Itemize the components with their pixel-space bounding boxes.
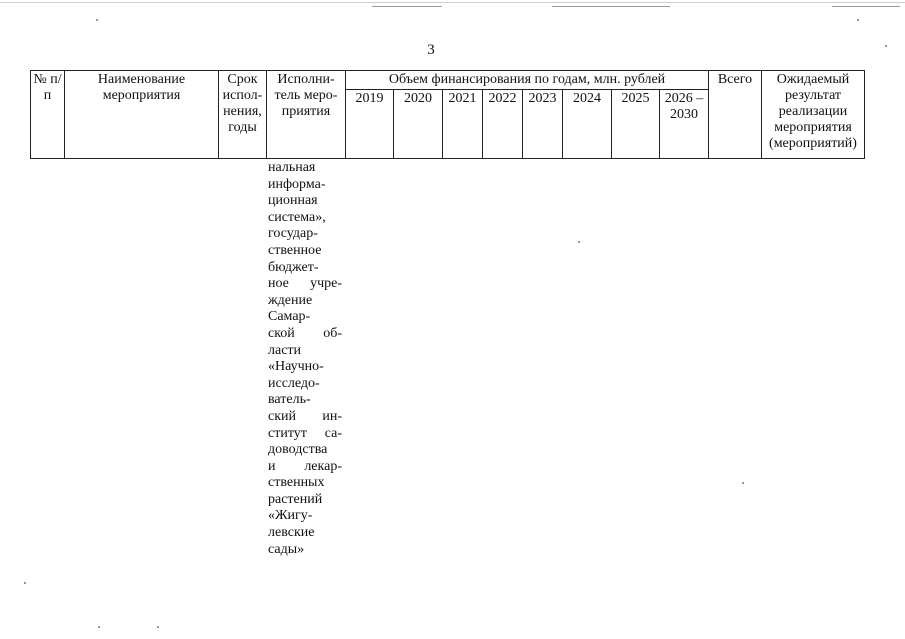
executor-line: ститут са- <box>268 425 342 441</box>
header-year: 2025 <box>612 90 660 159</box>
executor-line: ное учре- <box>268 276 342 292</box>
header-number: № п/п <box>31 71 65 159</box>
executor-line: ждение <box>268 292 313 308</box>
executor-line: «Научно- <box>268 359 324 375</box>
scan-speck <box>96 19 98 21</box>
executor-line: левские <box>268 525 315 541</box>
executor-line: растений <box>268 491 323 507</box>
header-year: 2019 <box>346 90 394 159</box>
executor-line: информа- <box>268 176 326 192</box>
header-year: 2022 <box>483 90 523 159</box>
scan-speck <box>742 482 744 484</box>
executor-line: ственное <box>268 242 322 258</box>
header-year: 2024 <box>563 90 612 159</box>
scan-speck <box>24 582 26 584</box>
executor-line: ской об- <box>268 325 342 341</box>
header-executor: Исполни-тель меро-приятия <box>267 71 346 159</box>
executor-line: ционная <box>268 193 318 209</box>
header-total: Всего <box>709 71 762 159</box>
executor-line: ватель- <box>268 392 311 408</box>
header-year: 2021 <box>443 90 483 159</box>
executor-line: система», <box>268 209 326 225</box>
scan-edge-line <box>0 2 905 3</box>
executor-line: нальная <box>268 160 316 175</box>
scan-speck <box>857 19 859 21</box>
page-number: 3 <box>427 42 435 58</box>
scan-speck <box>885 45 887 47</box>
header-year: 2023 <box>523 90 563 159</box>
scan-edge-line <box>832 6 900 7</box>
executor-line: Самар- <box>268 309 311 325</box>
financing-table-header <box>30 70 865 159</box>
scan-edge-line <box>552 6 670 7</box>
executor-line: доводства <box>268 442 328 458</box>
scan-speck <box>98 626 100 628</box>
scan-speck <box>157 626 159 628</box>
header-year: 2020 <box>394 90 443 159</box>
executor-line: государ- <box>268 226 318 242</box>
executor-line: исследо- <box>268 375 320 391</box>
executor-line: бюджет- <box>268 259 319 275</box>
header-year: 2026 – 2030 <box>660 90 709 159</box>
executor-line: ственных <box>268 475 325 491</box>
header-financing: Объем финансирования по годам, млн. рублей <box>346 71 709 90</box>
scan-edge-line <box>372 6 442 7</box>
scan-speck <box>578 241 580 243</box>
executor-text-continuation <box>268 160 342 558</box>
executor-line: ский ин- <box>268 408 342 424</box>
executor-line: «Жигу- <box>268 508 313 524</box>
executor-line: ласти <box>268 342 302 358</box>
header-event-name: Наименование мероприятия <box>65 71 219 159</box>
executor-line: и лекар- <box>268 458 342 474</box>
header-expected-result: Ожидаемый результат реализации мероприятия (мероприятий) <box>762 71 865 159</box>
executor-line: сады» <box>268 541 305 557</box>
header-term: Срок испол-нения, годы <box>219 71 267 159</box>
